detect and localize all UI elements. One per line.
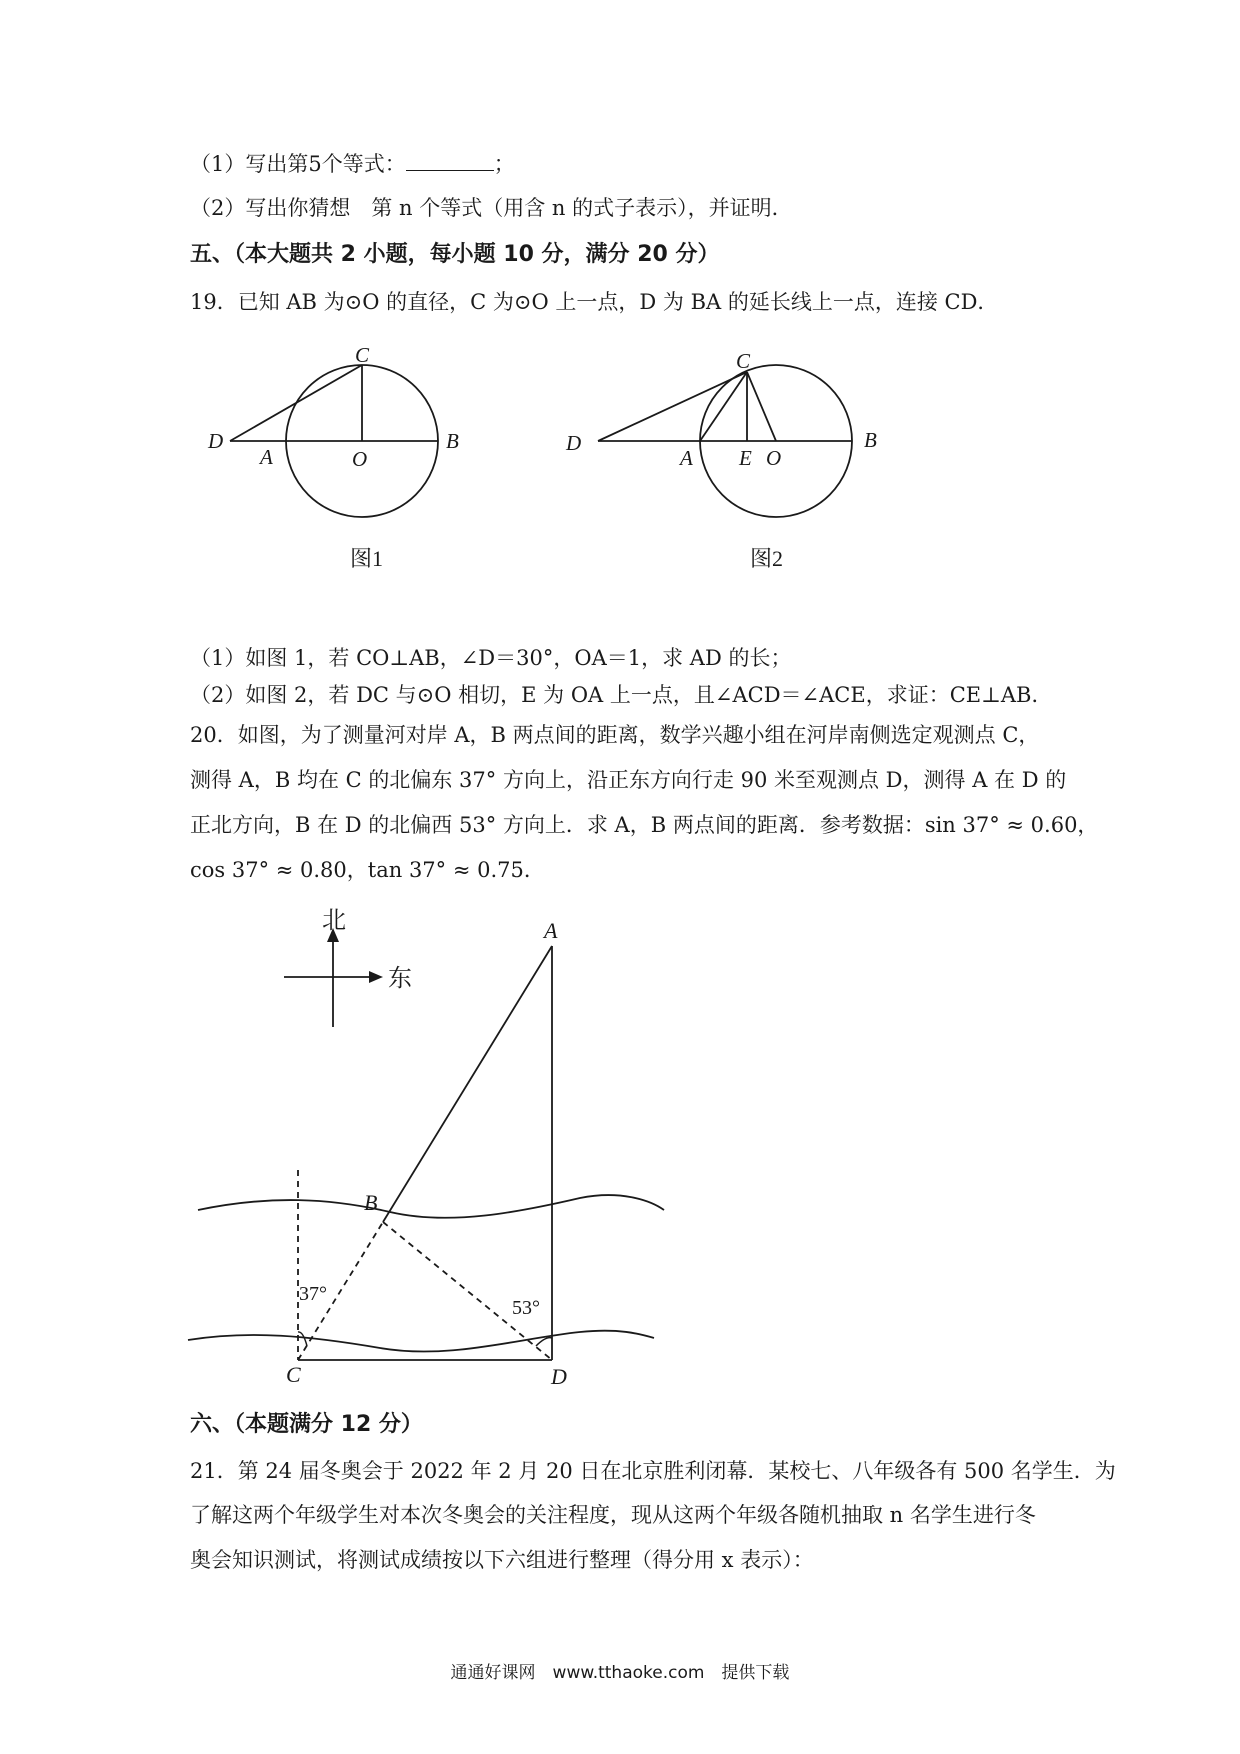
point-label-e: E xyxy=(739,446,752,470)
angle-label-53: 53° xyxy=(512,1297,540,1319)
figure-q20 xyxy=(188,908,664,1389)
point-label-d: D xyxy=(551,1364,567,1389)
segment-dc xyxy=(230,365,362,441)
east-arrow-icon xyxy=(369,971,383,983)
q21-line-3: 奥会知识测试，将测试成绩按以下六组进行整理（得分用 x 表示）： xyxy=(190,1548,814,1572)
q20-line-3: 正北方向，B 在 D 的北偏西 53° 方向上．求 A，B 两点间的距离．参考数据：sin 37° ≈ 0.60， xyxy=(190,813,1099,837)
point-label-b: B xyxy=(364,1190,378,1215)
figure-1-caption: 图1 xyxy=(350,546,384,571)
point-label-c: C xyxy=(355,343,370,367)
point-label-a: A xyxy=(544,918,558,943)
figure-1 xyxy=(207,343,459,571)
q21-line-1: 21．第 24 届冬奥会于 2022 年 2 月 20 日在北京胜利闭幕．某校七、八年级各有 500 名学生．为 xyxy=(190,1459,1116,1483)
point-label-o: O xyxy=(766,446,782,470)
point-label-a: A xyxy=(680,446,693,470)
q18-part1-prefix: （1）写出第5个等式： xyxy=(190,152,406,176)
q21-line-2: 了解这两个年级学生对本次冬奥会的关注程度，现从这两个年级各随机抽取 n 名学生进行冬 xyxy=(190,1503,1036,1527)
point-label-d: D xyxy=(208,429,224,453)
river-north-bank xyxy=(198,1195,664,1218)
q19-part1: （1）如图 1，若 CO⊥AB，∠D＝30°，OA＝1，求 AD 的长； xyxy=(190,646,792,670)
segment-co xyxy=(747,372,776,441)
figure-2 xyxy=(565,349,877,571)
point-label-a: A xyxy=(260,445,273,469)
segment-dc xyxy=(598,372,747,441)
q19-stem: 19．已知 AB 为⊙O 的直径，C 为⊙O 上一点，D 为 BA 的延长线上一点，连接 CD． xyxy=(190,290,999,314)
figure-2-caption: 图2 xyxy=(750,546,784,571)
q20-line-4: cos 37° ≈ 0.80，tan 37° ≈ 0.75． xyxy=(190,858,545,882)
river-south-bank xyxy=(188,1331,654,1352)
page-footer: 通通好课网 www.tthaoke.com 提供下载 xyxy=(450,1663,790,1683)
point-label-c: C xyxy=(736,349,751,373)
q19-part2: （2）如图 2，若 DC 与⊙O 相切，E 为 OA 上一点，且∠ACD＝∠ACE，求证：CE⊥AB． xyxy=(190,683,1053,707)
section-6-heading: 六、（本题满分 12 分） xyxy=(190,1412,423,1437)
angle-label-37: 37° xyxy=(299,1283,327,1305)
point-label-o: O xyxy=(352,447,368,471)
point-label-b: B xyxy=(864,428,877,452)
point-label-c: C xyxy=(286,1362,301,1387)
q20-line-2: 测得 A，B 均在 C 的北偏东 37° 方向上，沿正东方向行走 90 米至观测点 D，测得 A 在 D 的 xyxy=(190,768,1067,792)
angle-arc-d xyxy=(536,1338,552,1346)
q18-part2: （2）写出你猜想 第 n 个等式（用含 n 的式子表示），并证明． xyxy=(190,196,793,220)
east-label: 东 xyxy=(388,966,412,992)
north-label: 北 xyxy=(322,908,346,934)
q18-part1-suffix: ； xyxy=(493,152,515,176)
angle-arc-c xyxy=(298,1332,307,1346)
point-label-b: B xyxy=(446,429,459,453)
q20-line-1: 20．如图，为了测量河对岸 A，B 两点间的距离，数学兴趣小组在河岸南侧选定观测点 C， xyxy=(190,723,1040,747)
section-5-heading: 五、（本大题共 2 小题，每小题 10 分，满分 20 分） xyxy=(190,242,720,267)
point-label-d: D xyxy=(566,431,582,455)
